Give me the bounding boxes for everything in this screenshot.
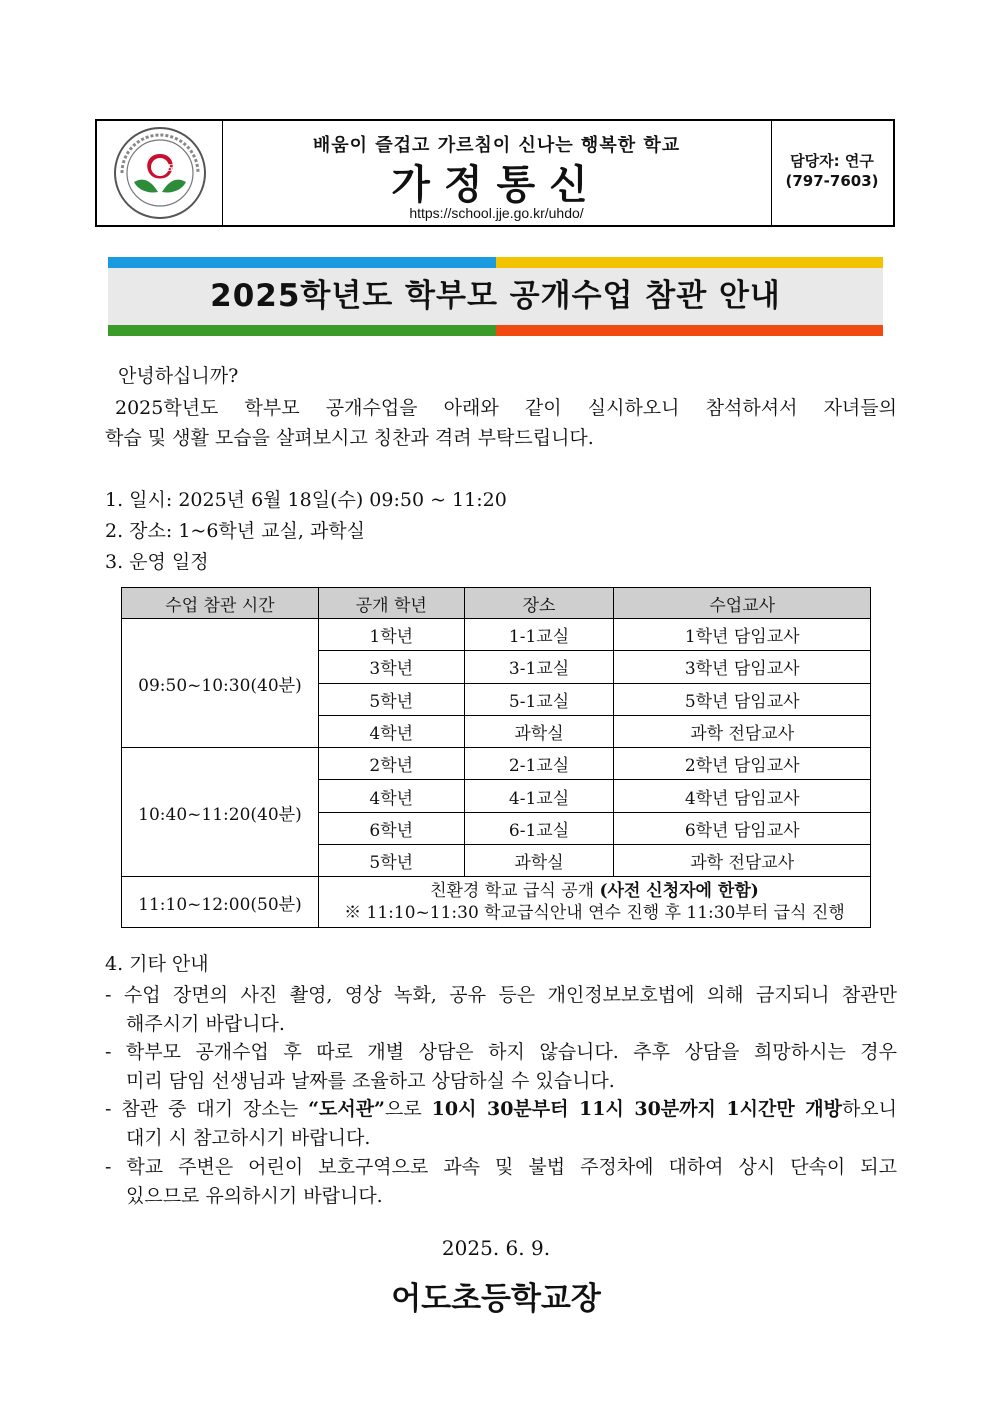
place-cell: 3-1교실 bbox=[464, 651, 614, 683]
newsletter-title: 가정통신 bbox=[391, 162, 602, 208]
place-cell: 6-1교실 bbox=[464, 812, 614, 844]
grade-cell: 1학년 bbox=[318, 619, 464, 651]
document-title: 2025학년도 학부모 공개수업 참관 안내 bbox=[108, 268, 883, 325]
teacher-cell: 2학년 담임교사 bbox=[614, 748, 871, 780]
note-3-hours: 10시 30분부터 11시 30분까지 1시간만 개방 bbox=[431, 1098, 842, 1120]
time-slot-cell: 09:50~10:30(40분) bbox=[122, 619, 319, 748]
teacher-cell: 5학년 담임교사 bbox=[614, 683, 871, 715]
top-bar-yellow bbox=[496, 257, 883, 268]
contact-phone: (797-7603) bbox=[785, 172, 879, 190]
table-header: 수업교사 bbox=[614, 588, 871, 619]
grade-cell: 5학년 bbox=[318, 845, 464, 877]
note-1-line-1: - 수업 장면의 사진 촬영, 영상 녹화, 공유 등은 개인정보보호법에 의해 금지되니 참관만 bbox=[105, 984, 897, 1006]
top-bar-blue bbox=[108, 257, 496, 268]
bottom-bar-orange bbox=[496, 325, 883, 336]
grade-cell: 4학년 bbox=[318, 715, 464, 747]
grade-cell: 5학년 bbox=[318, 683, 464, 715]
school-slogan: 배움이 즐겁고 가르침이 신나는 행복한 학교 bbox=[312, 135, 681, 156]
time-slot-cell: 10:40~11:20(40분) bbox=[122, 748, 319, 877]
place-cell: 과학실 bbox=[464, 845, 614, 877]
logo-text: 어도 bbox=[158, 164, 176, 174]
teacher-cell: 3학년 담임교사 bbox=[614, 651, 871, 683]
place-cell: 2-1교실 bbox=[464, 748, 614, 780]
note-3-line-2: 대기 시 참고하시기 바랍니다. bbox=[126, 1127, 371, 1149]
schedule-date: 1. 일시: 2025년 6월 18일(수) 09:50 ~ 11:20 bbox=[105, 489, 507, 511]
note-3-line-1 bbox=[105, 1097, 897, 1121]
teacher-cell: 과학 전담교사 bbox=[614, 715, 871, 747]
school-logo-cell bbox=[97, 121, 223, 225]
place-cell: 1-1교실 bbox=[464, 619, 614, 651]
note-4-line-2: 있으므로 유의하시기 바랍니다. bbox=[126, 1185, 383, 1207]
table-header: 장소 bbox=[464, 588, 614, 619]
principal-signature: 어도초등학교장 bbox=[391, 1281, 601, 1317]
teacher-cell: 1학년 담임교사 bbox=[614, 619, 871, 651]
note-2-line-2: 미리 담임 선생님과 날짜를 조율하고 상담하실 수 있습니다. bbox=[126, 1070, 615, 1092]
lunch-info-cell bbox=[318, 877, 870, 928]
grade-cell: 6학년 bbox=[318, 812, 464, 844]
note-2-line-1: - 학부모 공개수업 후 따로 개별 상담은 하지 않습니다. 추후 상담을 희망하시는 경우 bbox=[105, 1041, 897, 1063]
teacher-cell: 6학년 담임교사 bbox=[614, 812, 871, 844]
table-header: 공개 학년 bbox=[318, 588, 464, 619]
table-header: 수업 참관 시간 bbox=[122, 588, 319, 619]
lunch-description: 친환경 학교 급식 공개 bbox=[430, 881, 600, 902]
teacher-cell: 과학 전담교사 bbox=[614, 845, 871, 877]
intro-line-1: 2025학년도 학부모 공개수업을 아래와 같이 실시하오니 참석하셔서 자녀들의 bbox=[115, 397, 897, 419]
place-cell: 5-1교실 bbox=[464, 683, 614, 715]
note-3-part-a: - 참관 중 대기 장소는 bbox=[105, 1098, 309, 1120]
document-date: 2025. 6. 9. bbox=[441, 1236, 551, 1260]
grade-cell: 3학년 bbox=[318, 651, 464, 683]
schedule-heading: 3. 운영 일정 bbox=[105, 551, 209, 573]
header-title-cell bbox=[222, 121, 772, 225]
contact-name: 담당자: 연구 bbox=[790, 152, 874, 170]
other-notes-heading: 4. 기타 안내 bbox=[105, 953, 209, 975]
note-4-line-1: - 학교 주변은 어린이 보호구역으로 과속 및 불법 주정차에 대하여 상시 단속이 되고 bbox=[105, 1156, 897, 1178]
note-3-part-e: 하오니 bbox=[841, 1098, 897, 1120]
school-url-link[interactable]: https://school.jje.go.kr/uhdo/ bbox=[409, 205, 584, 221]
table-row-lunch bbox=[122, 877, 871, 928]
note-3-part-c: 으로 bbox=[384, 1098, 432, 1120]
lunch-line-1 bbox=[319, 880, 870, 902]
grade-cell: 2학년 bbox=[318, 748, 464, 780]
contact-cell bbox=[771, 121, 893, 225]
time-slot-cell: 11:10~12:00(50분) bbox=[122, 877, 319, 928]
table-row bbox=[122, 748, 871, 780]
lunch-line-2: ※ 11:10~11:30 학교급식안내 연수 진행 후 11:30부터 급식 진행 bbox=[344, 903, 845, 924]
greeting: 안녕하십니까? bbox=[118, 365, 239, 387]
bottom-bar-green bbox=[108, 325, 496, 336]
note-3-library: “도서관” bbox=[308, 1098, 385, 1120]
schedule-table bbox=[121, 587, 871, 928]
intro-line-2: 학습 및 생활 모습을 살펴보시고 칭찬과 격려 부탁드립니다. bbox=[105, 427, 594, 449]
newsletter-header bbox=[95, 119, 895, 227]
note-1-line-2: 해주시기 바랍니다. bbox=[126, 1013, 285, 1035]
table-header-row bbox=[122, 588, 871, 619]
grade-cell: 4학년 bbox=[318, 780, 464, 812]
teacher-cell: 4학년 담임교사 bbox=[614, 780, 871, 812]
place-cell: 과학실 bbox=[464, 715, 614, 747]
schedule-place: 2. 장소: 1~6학년 교실, 과학실 bbox=[105, 520, 366, 542]
place-cell: 4-1교실 bbox=[464, 780, 614, 812]
table-row bbox=[122, 619, 871, 651]
lunch-condition: (사전 신청자에 한함) bbox=[599, 881, 759, 902]
